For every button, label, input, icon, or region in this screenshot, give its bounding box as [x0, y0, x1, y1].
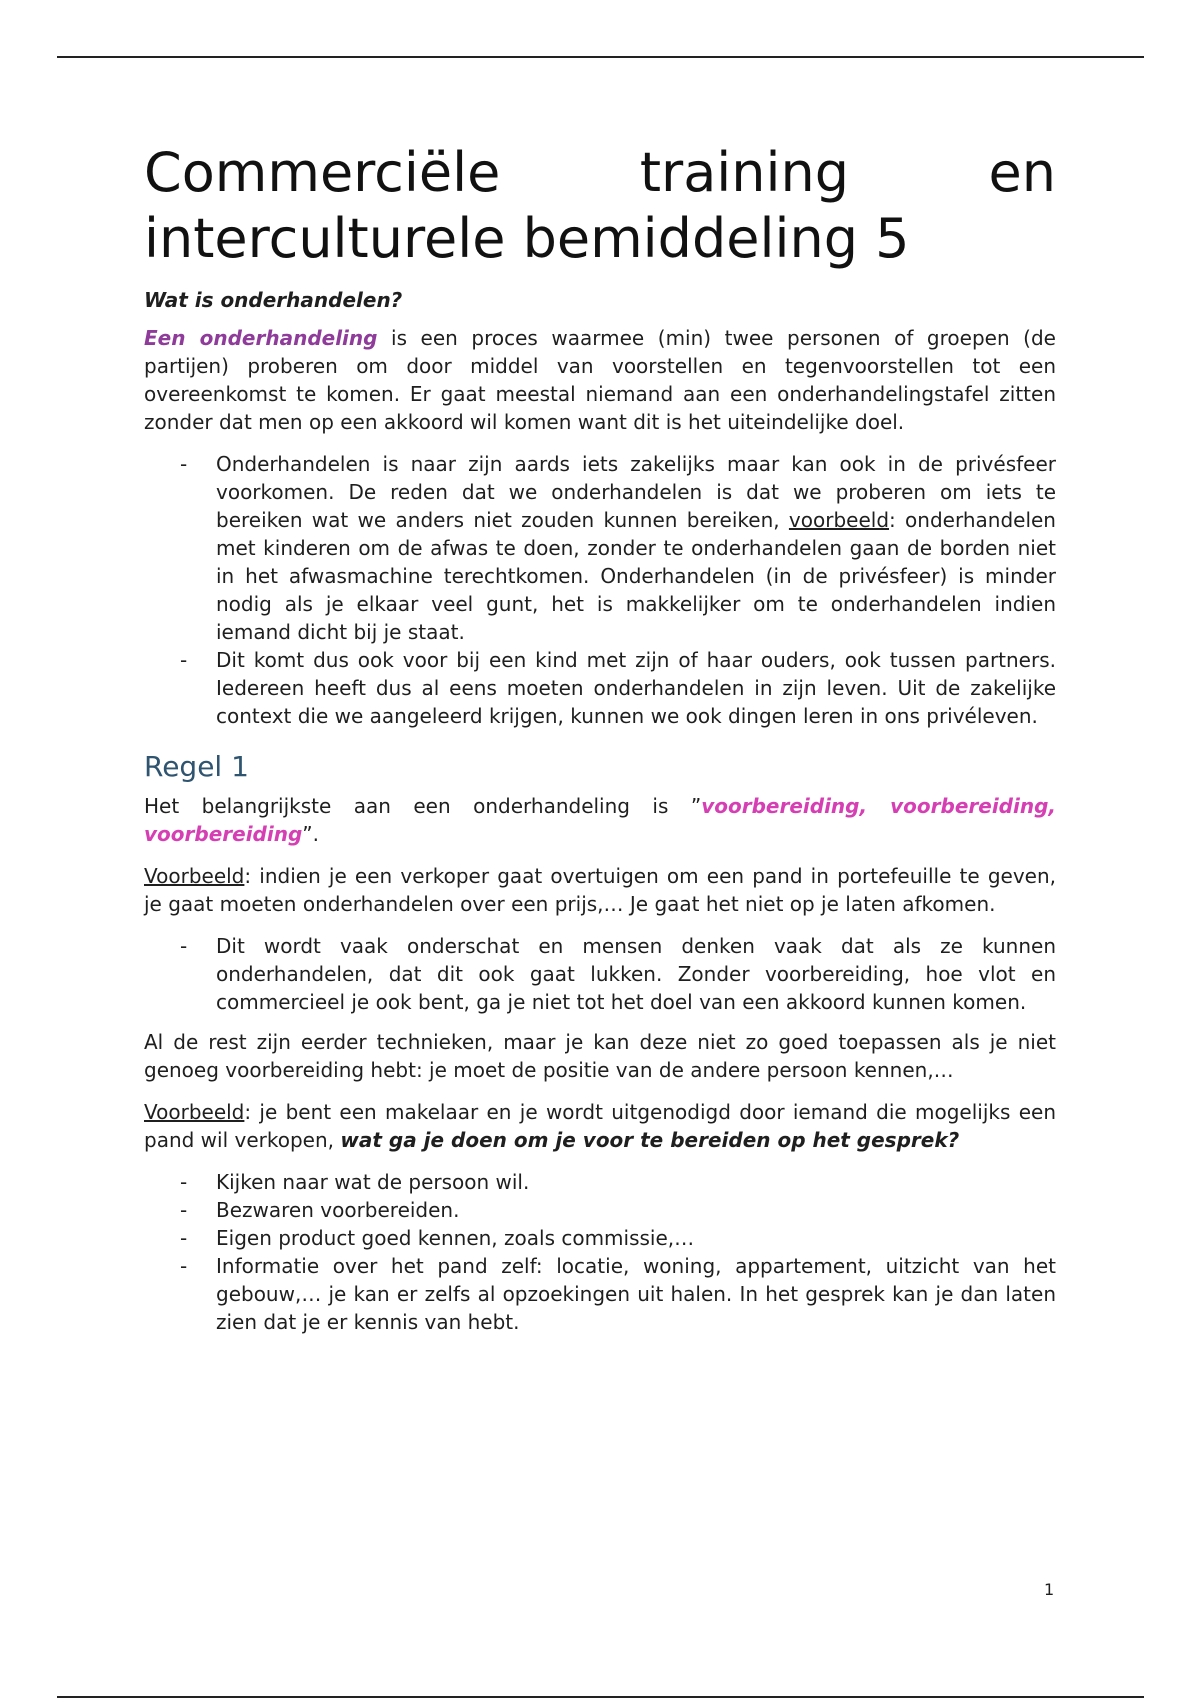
list-item: - Bezwaren voorbereiden.: [180, 1198, 460, 1222]
title-word: en: [988, 141, 1056, 204]
list-item: - Kijken naar wat de persoon wil.: [180, 1170, 530, 1194]
page-content: [144, 140, 1056, 1348]
title-line-1: [144, 140, 1056, 206]
title-word: Commerciële: [144, 141, 501, 204]
bullet-marker: -: [180, 648, 188, 672]
bullet-list-2: [144, 932, 1056, 1016]
intro-paragraph: Een onderhandeling is een proces waarmee (min) twee personen of groepen (de partijen) proberen om door middel van voorstellen en tegenvoorstellen tot een overeenkomst te komen. Er gaat meestal niemand aan een onderhandelingstafel zitten zonder dat men op een akkoord wil komen want dit is het uiteindelijke doel.: [144, 326, 1056, 434]
bullet-marker: -: [180, 1170, 188, 1194]
example-question: wat ga je doen om je voor te bereiden op het gesprek?: [340, 1128, 960, 1152]
list-item: - Dit wordt vaak onderschat en mensen denken vaak dat als ze kunnen onderhandelen, dat dit ook gaat lukken. Zonder voorbereiding, hoe vlot en commercieel je ook bent, ga je niet tot het doel van een akkoord kunnen komen.: [180, 934, 1056, 1014]
document-title: [144, 140, 1056, 272]
example-label: voorbeeld: [788, 508, 890, 532]
bullet-list-3: [144, 1168, 1056, 1336]
example-label: Voorbeeld: [144, 1100, 245, 1124]
bullet-list-1: [144, 450, 1056, 730]
header-rule: [57, 56, 1144, 58]
list-item: - Informatie over het pand zelf: locatie, woning, appartement, uitzicht van het gebouw,… je kan er zelfs al opzoekingen uit halen. In het gesprek kan je dan laten zien dat je er kennis van hebt.: [180, 1254, 1056, 1334]
bullet-marker: -: [180, 1254, 188, 1278]
section-heading: Regel 1: [144, 750, 249, 783]
key-term: Een onderhandeling: [144, 326, 378, 350]
list-item: - Eigen product goed kennen, zoals commissie,…: [180, 1226, 695, 1250]
emphasis-text: voorbereiding, voorbereiding, voorbereiding: [144, 794, 1057, 846]
list-item: - Dit komt dus ook voor bij een kind met zijn of haar ouders, ook tussen partners. Iedereen heeft dus al eens moeten onderhandelen in zijn leven. Uit de zakelijke context die we aangeleerd krijgen, kunnen we ook dingen leren in ons privéleven.: [180, 648, 1056, 728]
page-number: 1: [1044, 1580, 1055, 1599]
title-word: training: [639, 141, 850, 204]
example-paragraph-1: Voorbeeld: indien je een verkoper gaat overtuigen om een pand in portefeuille te geven, je gaat moeten onderhandelen over een prijs,… Je gaat het niet op je laten afkomen.: [144, 864, 1056, 916]
example-paragraph-2: Voorbeeld: je bent een makelaar en je wordt uitgenodigd door iemand die mogelijks een pand wil verkopen, wat ga je doen om je voor te bereiden op het gesprek?: [144, 1100, 1056, 1152]
regel-paragraph: Het belangrijkste aan een onderhandeling is ”voorbereiding, voorbereiding, voorbereiding”.: [144, 794, 1057, 846]
title-line-2: interculturele bemiddeling 5: [144, 207, 910, 270]
footer-rule: [57, 1696, 1144, 1698]
example-label: Voorbeeld: [144, 864, 245, 888]
bullet-marker: -: [180, 934, 188, 958]
bullet-marker: -: [180, 1226, 188, 1250]
list-item: - Onderhandelen is naar zijn aards iets zakelijks maar kan ook in de privésfeer voorkomen. De reden dat we onderhandelen is dat we proberen om iets te bereiken wat we anders niet zouden kunnen bereiken, voorbeeld: onderhandelen met kinderen om de afwas te doen, zonder te onderhandelen gaan de borden niet in het afwasmachine terechtkomen. Onderhandelen (in de privésfeer) is minder nodig als je elkaar veel gunt, het is makkelijker om te onderhandelen indien iemand dicht bij je staat.: [180, 452, 1056, 644]
rest-paragraph: Al de rest zijn eerder technieken, maar je kan deze niet zo goed toepassen als je niet genoeg voorbereiding hebt: je moet de positie van de andere persoon kennen,…: [144, 1030, 1056, 1082]
bullet-marker: -: [180, 1198, 188, 1222]
subheading: Wat is onderhandelen?: [144, 288, 403, 312]
bullet-marker: -: [180, 452, 188, 476]
